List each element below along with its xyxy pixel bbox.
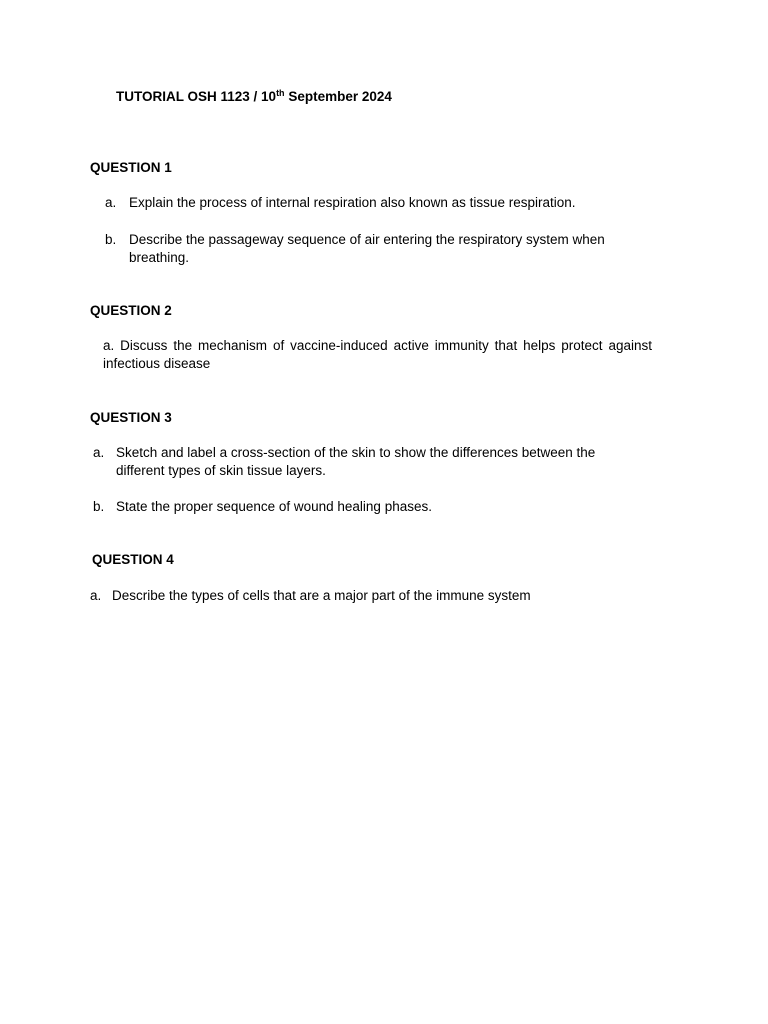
item-text: Sketch and label a cross-section of the skin to show the differences between the different types of skin tissue layers.	[116, 445, 596, 478]
item-marker: a.	[90, 588, 102, 603]
question-3-heading: QUESTION 3	[90, 410, 172, 425]
question-1-item-b	[105, 231, 645, 267]
item-marker: b.	[93, 499, 105, 514]
item-marker: b.	[105, 232, 117, 247]
document-title	[116, 88, 392, 106]
item-text: Explain the process of internal respiration also known as tissue respiration.	[129, 195, 576, 210]
item-marker: a.	[93, 445, 105, 460]
question-1-item-a	[105, 194, 645, 212]
title-suffix: September 2024	[284, 89, 392, 104]
item-marker: a.	[105, 195, 117, 210]
item-text: Describe the passageway sequence of air entering the respiratory system when breathing.	[129, 232, 605, 265]
item-text: State the proper sequence of wound healing phases.	[116, 499, 432, 514]
question-2-heading: QUESTION 2	[90, 303, 172, 318]
question-2-item-a: a. Discuss the mechanism of vaccine-induced active immunity that helps protect against infectious disease	[103, 338, 652, 371]
question-3-item-a	[93, 444, 638, 480]
question-4-heading: QUESTION 4	[92, 552, 174, 567]
title-superscript: th	[276, 88, 285, 98]
title-prefix: TUTORIAL OSH 1123 / 10	[116, 89, 277, 104]
item-text: Describe the types of cells that are a major part of the immune system	[112, 588, 531, 603]
question-3-item-b	[93, 498, 638, 516]
question-1-heading: QUESTION 1	[90, 160, 172, 175]
question-4-item-a	[90, 587, 650, 605]
